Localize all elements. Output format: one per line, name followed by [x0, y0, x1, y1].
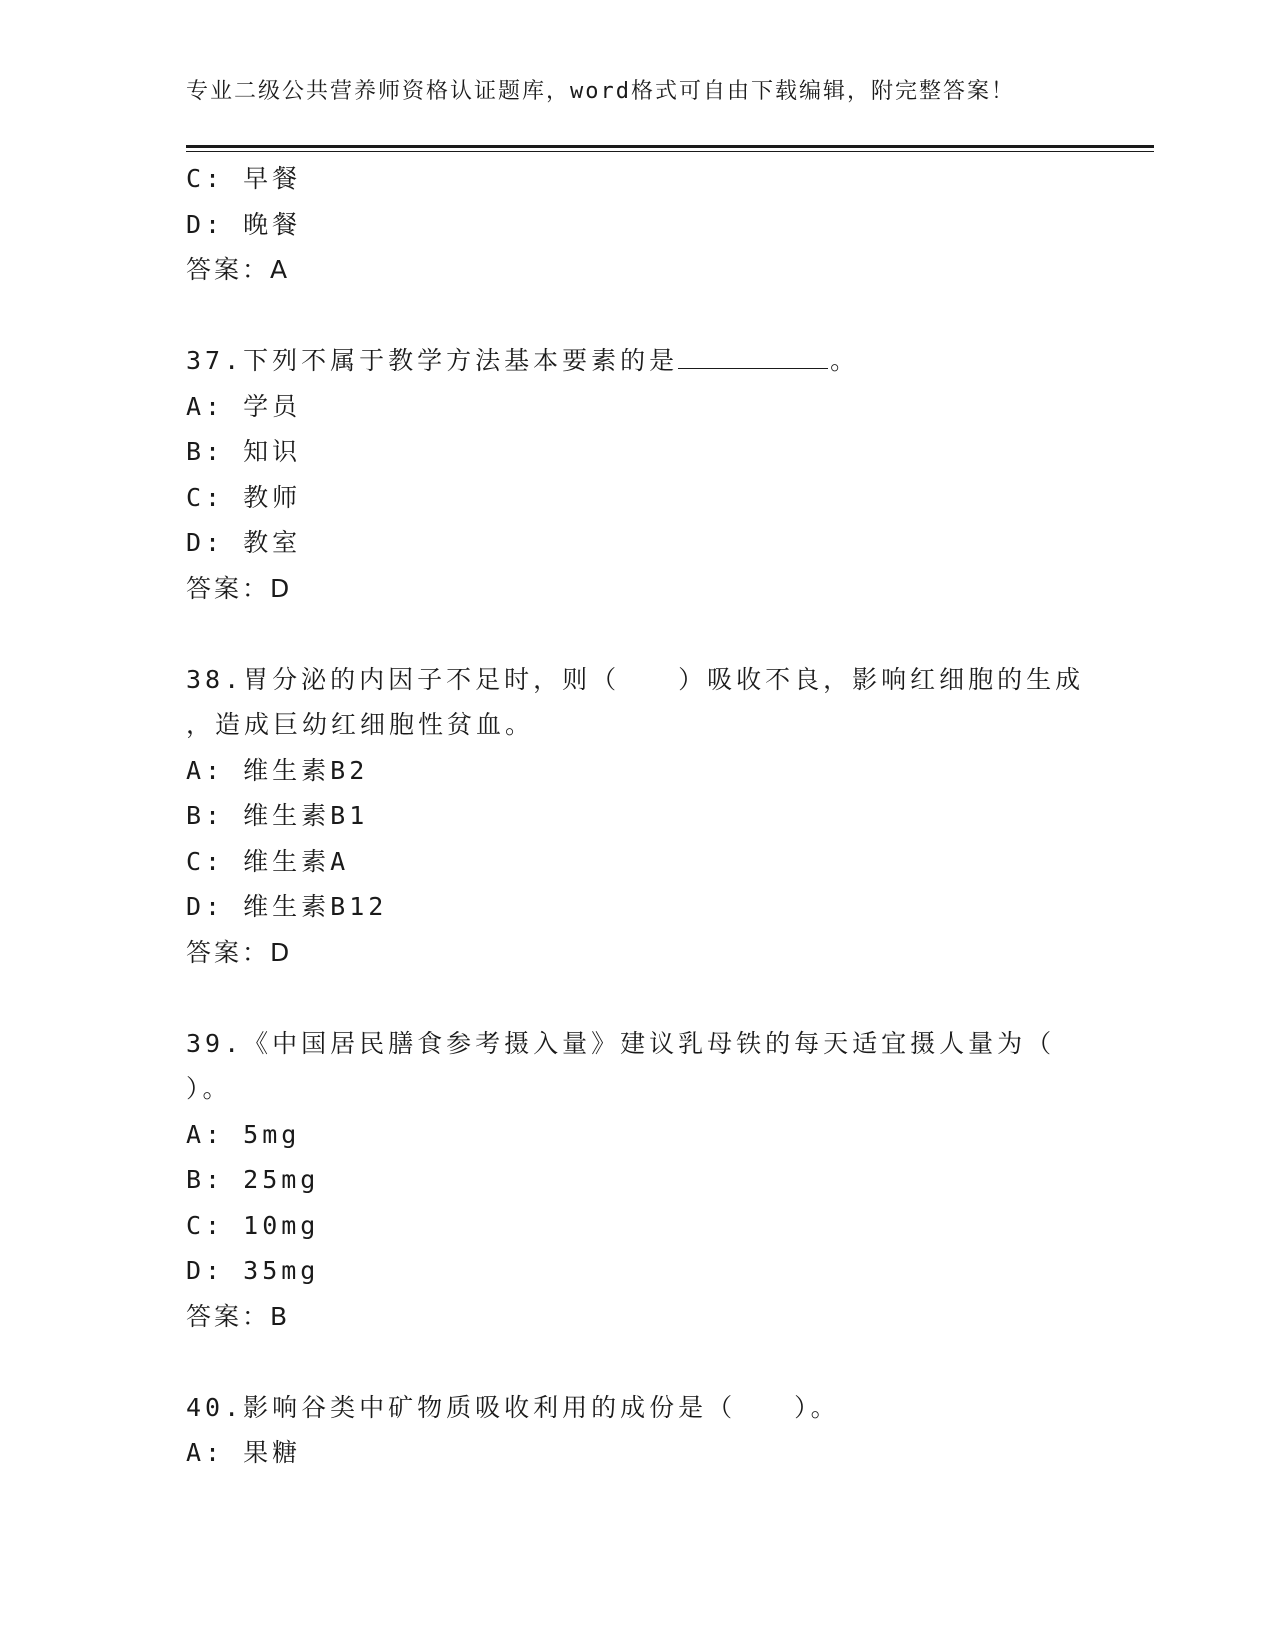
question-39: [186, 1021, 1106, 1340]
option-a: A: 果糖: [186, 1438, 302, 1467]
question-stem-line-1: 40.影响谷类中矿物质吸收利用的成份是（ ）。: [186, 1392, 840, 1422]
question-stem-line-2: ）。: [186, 1074, 232, 1103]
spacer: [186, 1339, 1106, 1385]
answer-line: [186, 1294, 1106, 1340]
option-a: A: 5mg: [186, 1119, 301, 1149]
question-stem-end: 。: [830, 346, 860, 375]
question-stem-text: 37.下列不属于教学方法基本要素的是: [186, 346, 679, 375]
header-rule-thin: [186, 151, 1154, 152]
question-stem-line-2: ，造成巨幼红细胞性贫血。: [186, 710, 535, 739]
question-content: [186, 156, 1106, 1476]
answer-value: D: [270, 937, 290, 967]
question-stem-line-1: 39.《中国居民膳食参考摄入量》建议乳母铁的每天适宜摄人量为（: [186, 1028, 1056, 1058]
option-c: C: 维生素A: [186, 846, 350, 876]
answer-value: D: [270, 573, 290, 603]
option-b: B: 知识: [186, 437, 302, 466]
answer-value: A: [270, 255, 288, 284]
option-a: A: 学员: [186, 391, 302, 421]
question-37: [186, 338, 1106, 611]
answer-label: 答案：: [186, 1301, 271, 1331]
option-b: B: 维生素B1: [186, 801, 369, 830]
spacer: [186, 975, 1106, 1021]
answer-label: 答案：: [186, 255, 271, 284]
option-d: D: 维生素B12: [186, 892, 388, 921]
option-c: C: 教师: [186, 482, 302, 512]
option-c: C: 早餐: [186, 164, 302, 193]
option-d: D: 晚餐: [186, 209, 302, 239]
option-c: C: 10mg: [186, 1210, 320, 1240]
answer-line: [186, 566, 1106, 612]
answer-value: B: [270, 1301, 288, 1331]
question-stem-line-1: 38.胃分泌的内因子不足时，则（ ）吸收不良，影响红细胞的生成: [186, 664, 1085, 694]
option-b: B: 25mg: [186, 1165, 320, 1194]
option-d: D: 教室: [186, 528, 302, 557]
header-rule-thick: [186, 145, 1154, 148]
page-header: 专业二级公共营养师资格认证题库，word格式可自由下载编辑，附完整答案！: [186, 79, 1015, 104]
answer-line: [186, 930, 1106, 976]
spacer: [186, 611, 1106, 657]
answer-line: [186, 247, 1106, 293]
answer-label: 答案：: [186, 937, 271, 967]
option-a: A: 维生素B2: [186, 755, 369, 785]
question-36-continuation: [186, 156, 1106, 293]
question-38: [186, 657, 1106, 976]
option-d: D: 35mg: [186, 1256, 320, 1285]
spacer: [186, 293, 1106, 339]
question-40: [186, 1385, 1106, 1476]
fill-blank: [678, 346, 828, 369]
answer-label: 答案：: [186, 573, 271, 603]
question-stem: [186, 338, 1106, 384]
